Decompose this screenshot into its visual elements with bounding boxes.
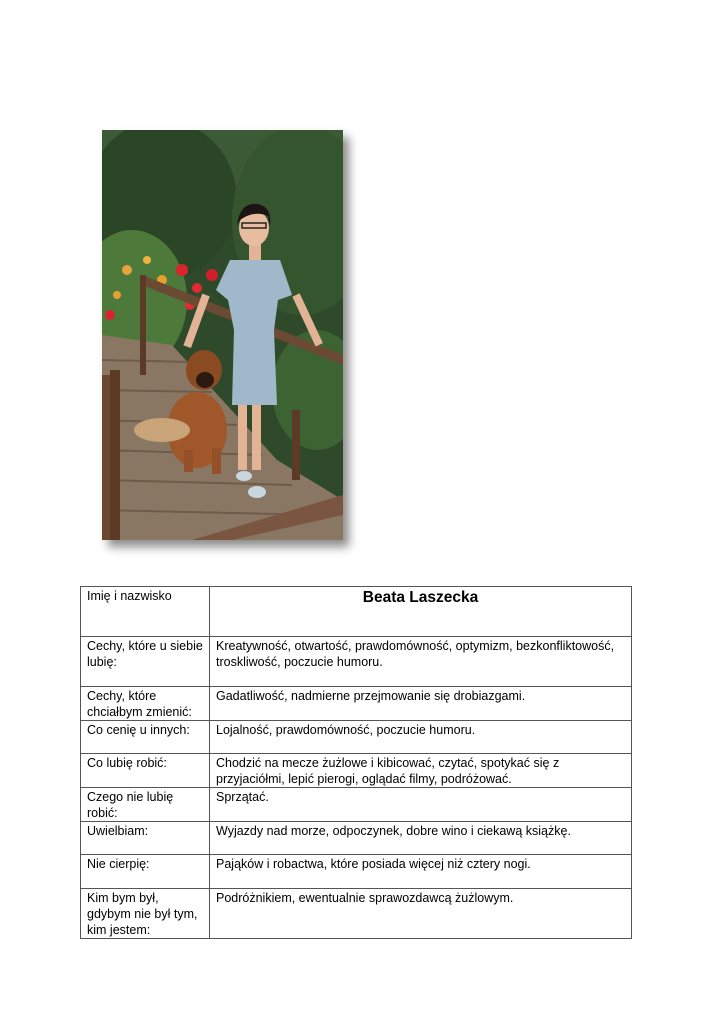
row-value: Chodzić na mecze żużlowe i kibicować, czytać, spotykać się z przyjaciółmi, lepić pierogi, oglądać filmy, podróżować. — [210, 754, 632, 788]
row-value: Wyjazdy nad morze, odpoczynek, dobre wino i ciekawą książkę. — [210, 822, 632, 855]
table-row — [81, 822, 632, 855]
portrait-photo-icon — [102, 130, 343, 540]
row-label: Nie cierpię: — [81, 855, 210, 889]
profile-photo — [102, 130, 343, 540]
row-label: Cechy, które u siebie lubię: — [81, 637, 210, 687]
person-name: Beata Laszecka — [210, 587, 632, 637]
row-value: Pająków i robactwa, które posiada więcej niż cztery nogi. — [210, 855, 632, 889]
row-label: Uwielbiam: — [81, 822, 210, 855]
row-label: Imię i nazwisko — [81, 587, 210, 637]
table-row — [81, 855, 632, 889]
row-label: Czego nie lubię robić: — [81, 788, 210, 822]
table-row — [81, 637, 632, 687]
row-value: Podróżnikiem, ewentualnie sprawozdawcą żużlowym. — [210, 889, 632, 939]
table-row — [81, 587, 632, 637]
row-value: Kreatywność, otwartość, prawdomówność, optymizm, bezkonfliktowość, troskliwość, poczucie humoru. — [210, 637, 632, 687]
profile-table — [80, 586, 632, 939]
row-label: Cechy, które chciałbym zmienić: — [81, 687, 210, 721]
row-label: Co cenię u innych: — [81, 721, 210, 754]
table-row — [81, 754, 632, 788]
table-row — [81, 889, 632, 939]
table-row — [81, 721, 632, 754]
row-label: Kim bym był, gdybym nie był tym, kim jestem: — [81, 889, 210, 939]
row-value: Lojalność, prawdomówność, poczucie humoru. — [210, 721, 632, 754]
table-row — [81, 788, 632, 822]
row-label: Co lubię robić: — [81, 754, 210, 788]
row-value: Gadatliwość, nadmierne przejmowanie się drobiazgami. — [210, 687, 632, 721]
table-row — [81, 687, 632, 721]
row-value: Sprzątać. — [210, 788, 632, 822]
